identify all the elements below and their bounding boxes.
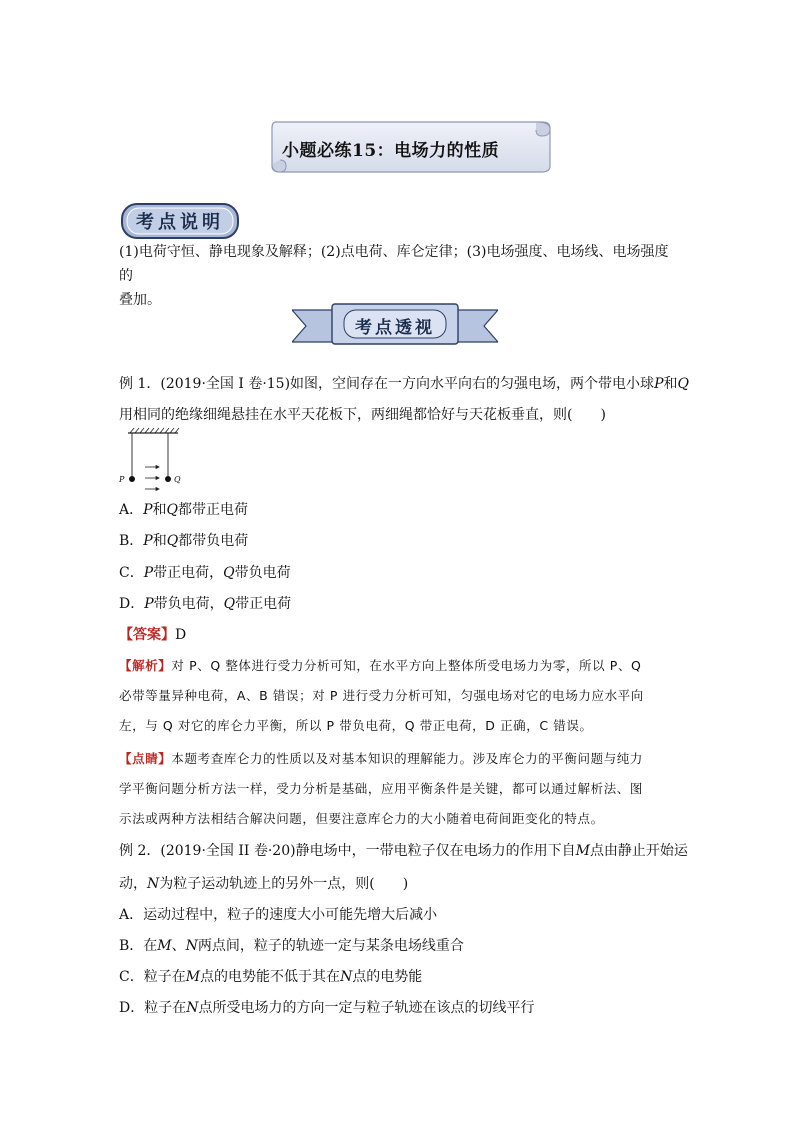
- figure-label-p: P: [119, 475, 125, 484]
- example1-option-b: B．P和Q都带负电荷: [119, 533, 249, 549]
- example1-question-line2: 用相同的绝缘细绳悬挂在水平天花板下，两细绳都恰好与天花板垂直，则( ): [119, 407, 606, 423]
- example1-option-d: D．P带负电荷，Q带正电荷: [119, 596, 292, 612]
- figure-label-q: Q: [174, 475, 181, 484]
- example1-comment-line1: 【点睛】本题考查库仑力的性质以及对基本知识的理解能力。涉及库仑力的平衡问题与纯力: [119, 751, 644, 766]
- example1-analysis-line1: 【解析】对 P、Q 整体进行受力分析可知，在水平方向上整体所受电场力为零，所以 P、Q: [119, 658, 642, 673]
- hanging-charges-figure: [118, 427, 190, 495]
- example2-option-d: D．粒子在N点所受电场力的方向一定与粒子轨迹在该点的切线平行: [119, 1000, 535, 1016]
- example1-analysis-line2: 必带等量异种电荷，A、B 错误；对 P 进行受力分析可知，匀强电场对它的电场力应水平向: [119, 688, 644, 703]
- page-title: 小题必练15：电场力的性质: [282, 141, 500, 161]
- example1-question-line1: 例 1．(2019·全国 I 卷·15)如图，空间存在一方向水平向右的匀强电场，两个带电小球P和Q: [119, 376, 689, 392]
- example2-question-line2: 动，N为粒子运动轨迹上的另外一点，则( ): [119, 876, 409, 892]
- example1-comment-line3: 示法或两种方法相结合解决问题，但要注意库仑力的大小随着电荷间距变化的特点。: [119, 811, 604, 826]
- section-badge-label: 考点说明: [136, 212, 224, 233]
- example2-question-line1: 例 2．(2019·全国 II 卷·20)静电场中，一带电粒子仅在电场力的作用下自M点由静止开始运: [119, 843, 688, 859]
- section1-description: (1)电荷守恒、静电现象及解释；(2)点电荷、库仑定律；(3)电场强度、电场线、电场强度的 叠加。: [119, 244, 669, 308]
- example2-option-a: A．运动过程中，粒子的速度大小可能先增大后减小: [119, 907, 438, 923]
- example1-option-a: A．P和Q都带正电荷: [119, 502, 249, 518]
- example1-answer: 【答案】D: [119, 627, 187, 643]
- example1-option-c: C．P带正电荷，Q带负电荷: [119, 565, 291, 581]
- example1-comment-line2: 学平衡问题分析方法一样，受力分析是基础，应用平衡条件是关键，都可以通过解析法、图: [119, 781, 644, 796]
- example1-analysis-line3: 左，与 Q 对它的库仑力平衡，所以 P 带负电荷，Q 带正电荷，D 正确，C 错误。: [119, 718, 593, 733]
- example2-option-c: C．粒子在M点的电势能不低于其在N点的电势能: [119, 969, 423, 985]
- example2-option-b: B．在M、N两点间，粒子的轨迹一定与某条电场线重合: [119, 938, 464, 954]
- section-ribbon-label: 考点透视: [355, 318, 435, 338]
